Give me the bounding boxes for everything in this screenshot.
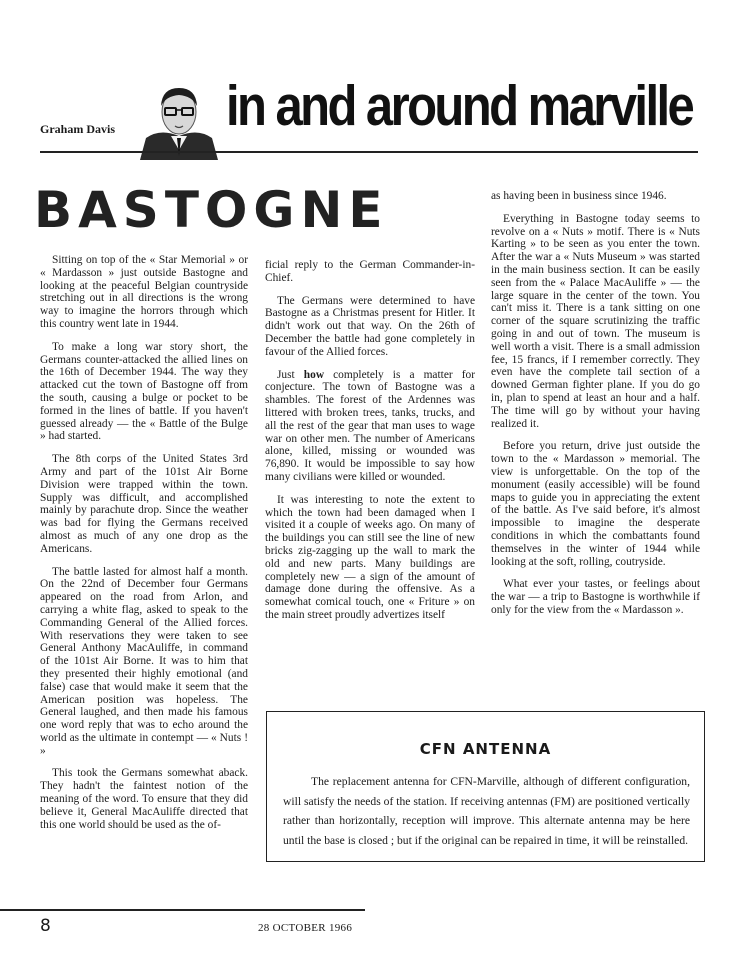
paragraph-text: completely is a matter for conjecture. The town of Bastogne was a shambles. The forest of the Ardennes was littered with broken trees, tanks, trucks, and all the rest of the gear that man uses to wage war on other men. The number of Americans alone, killed, missing or wounded was 76,890. It would be impossible to say how many civilians were killed or wounded. (265, 368, 476, 483)
notice-body: The replacement antenna for CFN-Marville, although of different configuration, will satisfy the needs of the station. If receiving antennas (FM) are positioned vertically rather than horizontally, reception will improve. This alternate antenna may be here until the base is closed ; but if the original can be repaired in time, it will be reinstalled. (283, 775, 690, 847)
article-paragraph: The Germans were determined to have Bastogne as a Christmas present for Hitler. It didn't work out that way. On the 26th of December the battle had gone completely in favour of the Allied forces. (265, 294, 475, 358)
article-headline: BASTOGNE (34, 181, 389, 239)
header-rule (40, 151, 698, 153)
paragraph-lead: Just (277, 368, 304, 381)
article-paragraph: The battle lasted for almost half a month. On the 22nd of December four Germans appeared on the road from Arlon, and carrying a white flag, asked to speak to the Commanding General of the Allied forces. With reservations they were taken to see General Anthony MacAuliffe, in command of the 101st Air Borne. It was to him that they presented their highly emotional (and false) case that would make it seem that the American position was hopeless. The General laughed, and then made his famous one word reply that was to echo around the world as the ultimate in contempt — « Nuts ! » (40, 565, 248, 757)
article-paragraph (265, 369, 475, 484)
article-paragraph: This took the Germans somewhat aback. They hadn't the faintest notion of the meaning of the word. To ensure that they did believe it, General MacAuliffe directed that this one world should be used as the of- (40, 767, 248, 831)
footer-rule (0, 909, 365, 911)
article-column-1 (40, 254, 248, 841)
article-column-2 (265, 259, 475, 632)
author-portrait-image (140, 76, 218, 160)
article-paragraph: as having been in business since 1946. (491, 190, 667, 202)
article-paragraph: To make a long war story short, the Germans counter-attacked the allied lines on the 16th of December 1944. The way they attacked cut the town of Bastogne off from the south, causing a bulge or pocket to be formed in the lines of battle. If you haven't guessed already — the « Battle of the Bulge » had started. (40, 340, 248, 443)
author-name: Graham Davis (40, 122, 115, 136)
article-paragraph: What ever your tastes, or feelings about the war — a trip to Bastogne is worthwhile if only for the view from the « Mardasson ». (491, 578, 700, 616)
notice-box (266, 711, 705, 862)
author-photo (140, 76, 218, 160)
article-paragraph: Sitting on top of the « Star Memorial » or « Mardasson » just outside Bastogne and looking at the peaceful Belgian countryside stretching out in all directions is the wrong way to imagine the horrors through which this country went late in 1944. (40, 254, 248, 330)
article-paragraph: The 8th corps of the United States 3rd Army and part of the 101st Air Borne Division were trapped within the town. Supply was difficult, and accomplished mainly by parachute drop. Since the weather was bad for flying the Germans received almost as much of any one drop as the Americans. (40, 453, 248, 555)
issue-date: 28 OCTOBER 1966 (258, 922, 353, 934)
article-paragraph: Everything in Bastogne today seems to revolve on a « Nuts » motif. There is « Nuts Karting » to be seen as you enter the town. After the war a « Nuts Museum » was started in the main business section. It can be easily seen from the « Palace MacAuliffe » — the large square in the center of the town. You can't miss it. There is a tank sitting on one corner of the square scrutinizing the traffic going in and out of town. The museum is well worth a visit. There is a small admission fee, 15 francs, if I remember correctly. They even have the complete tail section of a downed German fighter plane. If you do go in, plan to spend at least an hour and a half. The time will go by without your having realized it. (491, 212, 700, 430)
emphasis-word: how (303, 368, 325, 381)
article-paragraph: Before you return, drive just outside the town to the « Mardasson » memorial. The view is unforgettable. On the top of the monument (easily accessible) will be found maps to guide you in appreciating the extent of the battle. As I've said before, it's almost impossible to imagine the desperate conditions in which the combattants found themselves in the winter of 1944 while looking at the soft, rolling, coutryside. (491, 440, 700, 568)
article-column-3 (491, 190, 700, 627)
article-paragraph: It was interesting to note the extent to which the town had been damaged when I visited it a couple of weeks ago. On many of the buildings you can still see the line of new bricks zig-zagging up the wall to mark the old and new parts. Many buildings are completely new — a sign of the amount of damage done during the offensive. As a somewhat comical touch, one « Friture » on the main street proudly advertizes itself (265, 493, 475, 621)
page-number: 8 (40, 916, 51, 936)
notice-title: CFN ANTENNA (419, 740, 552, 758)
article-paragraph: ficial reply to the German Commander-in-Chief. (265, 259, 475, 284)
column-title: in and around marville (226, 74, 693, 138)
